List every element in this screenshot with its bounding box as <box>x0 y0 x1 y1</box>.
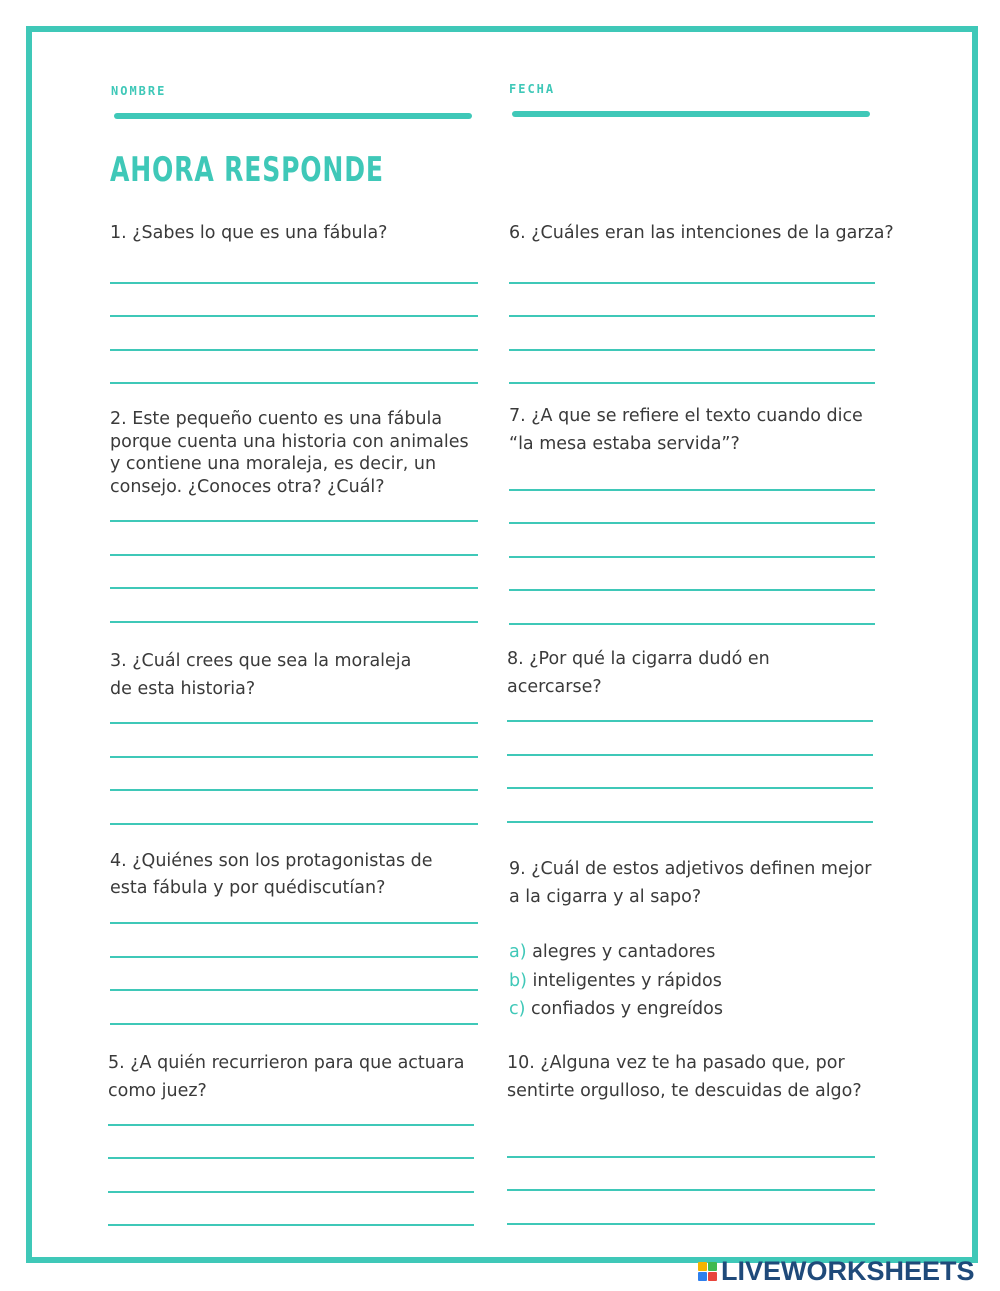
answer-line[interactable] <box>507 1156 875 1158</box>
option-text: alegres y cantadores <box>532 942 716 962</box>
answer-line[interactable] <box>110 315 478 317</box>
option-letter: b) <box>509 971 527 991</box>
question-10-line-1: 10. ¿Alguna vez te ha pasado que, por <box>507 1053 845 1073</box>
answer-line[interactable] <box>110 554 478 556</box>
answer-line[interactable] <box>509 315 875 317</box>
question-1: 1. ¿Sabes lo que es una fábula? <box>110 223 388 243</box>
question-10-line-2: sentirte orgulloso, te descuidas de algo? <box>507 1081 862 1101</box>
answer-line[interactable] <box>509 349 875 351</box>
answer-line[interactable] <box>108 1124 474 1126</box>
nombre-label: NOMBRE <box>111 84 167 98</box>
logo-text: LIVEWORKSHEETS <box>721 1255 975 1286</box>
logo-square-icon <box>708 1262 717 1271</box>
answer-line[interactable] <box>110 520 478 522</box>
answer-line[interactable] <box>110 756 478 758</box>
page-border <box>26 26 978 1263</box>
answer-line[interactable] <box>509 522 875 524</box>
answer-line[interactable] <box>110 823 478 825</box>
fecha-label: FECHA <box>509 82 556 96</box>
question-5-line-2: como juez? <box>108 1081 207 1101</box>
question-8-line-1: 8. ¿Por qué la cigarra dudó en <box>507 649 770 669</box>
answer-line[interactable] <box>110 349 478 351</box>
answer-line[interactable] <box>110 956 478 958</box>
answer-line[interactable] <box>509 556 875 558</box>
question-5-line-1: 5. ¿A quién recurrieron para que actuara <box>108 1053 465 1073</box>
answer-line[interactable] <box>110 722 478 724</box>
answer-line[interactable] <box>110 621 478 623</box>
answer-line[interactable] <box>507 1223 875 1225</box>
question-6: 6. ¿Cuáles eran las intenciones de la garza? <box>509 223 894 243</box>
question-9-line-2: a la cigarra y al sapo? <box>509 887 702 907</box>
answer-line[interactable] <box>507 821 873 823</box>
answer-line[interactable] <box>507 1189 875 1191</box>
question-7-line-1: 7. ¿A que se refiere el texto cuando dice <box>509 406 863 426</box>
fecha-field[interactable] <box>512 111 870 117</box>
option-c[interactable] <box>509 998 723 1021</box>
question-4-line-2: esta fábula y por quédiscutían? <box>110 878 386 898</box>
answer-line[interactable] <box>509 623 875 625</box>
answer-line[interactable] <box>110 382 478 384</box>
logo-square-icon <box>698 1262 707 1271</box>
answer-line[interactable] <box>110 789 478 791</box>
option-b[interactable] <box>509 970 722 993</box>
question-9-line-1: 9. ¿Cuál de estos adjetivos definen mejor <box>509 859 872 879</box>
answer-line[interactable] <box>509 589 875 591</box>
page-title: AHORA RESPONDE <box>110 150 384 190</box>
option-text: inteligentes y rápidos <box>532 971 722 991</box>
logo-square-icon <box>698 1272 707 1281</box>
question-2: 2. Este pequeño cuento es una fábula porque cuenta una historia con animales y contiene una moraleja, es decir, un consejo. ¿Conoces otra? ¿Cuál? <box>110 409 469 497</box>
answer-line[interactable] <box>110 587 478 589</box>
answer-line[interactable] <box>509 489 875 491</box>
option-letter: a) <box>509 942 527 962</box>
question-3-line-1: 3. ¿Cuál crees que sea la moraleja <box>110 651 412 671</box>
answer-line[interactable] <box>108 1157 474 1159</box>
logo-square-icon <box>708 1272 717 1281</box>
answer-line[interactable] <box>110 282 478 284</box>
answer-line[interactable] <box>507 787 873 789</box>
answer-line[interactable] <box>110 989 478 991</box>
answer-line[interactable] <box>509 282 875 284</box>
liveworksheets-logo-icon <box>698 1262 717 1281</box>
answer-line[interactable] <box>108 1191 474 1193</box>
answer-line[interactable] <box>507 754 873 756</box>
question-7-line-2: “la mesa estaba servida”? <box>509 434 740 454</box>
question-8-line-2: acercarse? <box>507 677 602 697</box>
answer-line[interactable] <box>509 382 875 384</box>
answer-line[interactable] <box>507 720 873 722</box>
question-4-line-1: 4. ¿Quiénes son los protagonistas de <box>110 851 433 871</box>
answer-line[interactable] <box>110 922 478 924</box>
question-3-line-2: de esta historia? <box>110 679 256 699</box>
option-text: confiados y engreídos <box>531 999 723 1019</box>
option-a[interactable] <box>509 941 715 964</box>
answer-line[interactable] <box>108 1224 474 1226</box>
nombre-field[interactable] <box>114 113 472 119</box>
option-letter: c) <box>509 999 526 1019</box>
answer-line[interactable] <box>110 1023 478 1025</box>
liveworksheets-logo <box>698 1256 975 1286</box>
